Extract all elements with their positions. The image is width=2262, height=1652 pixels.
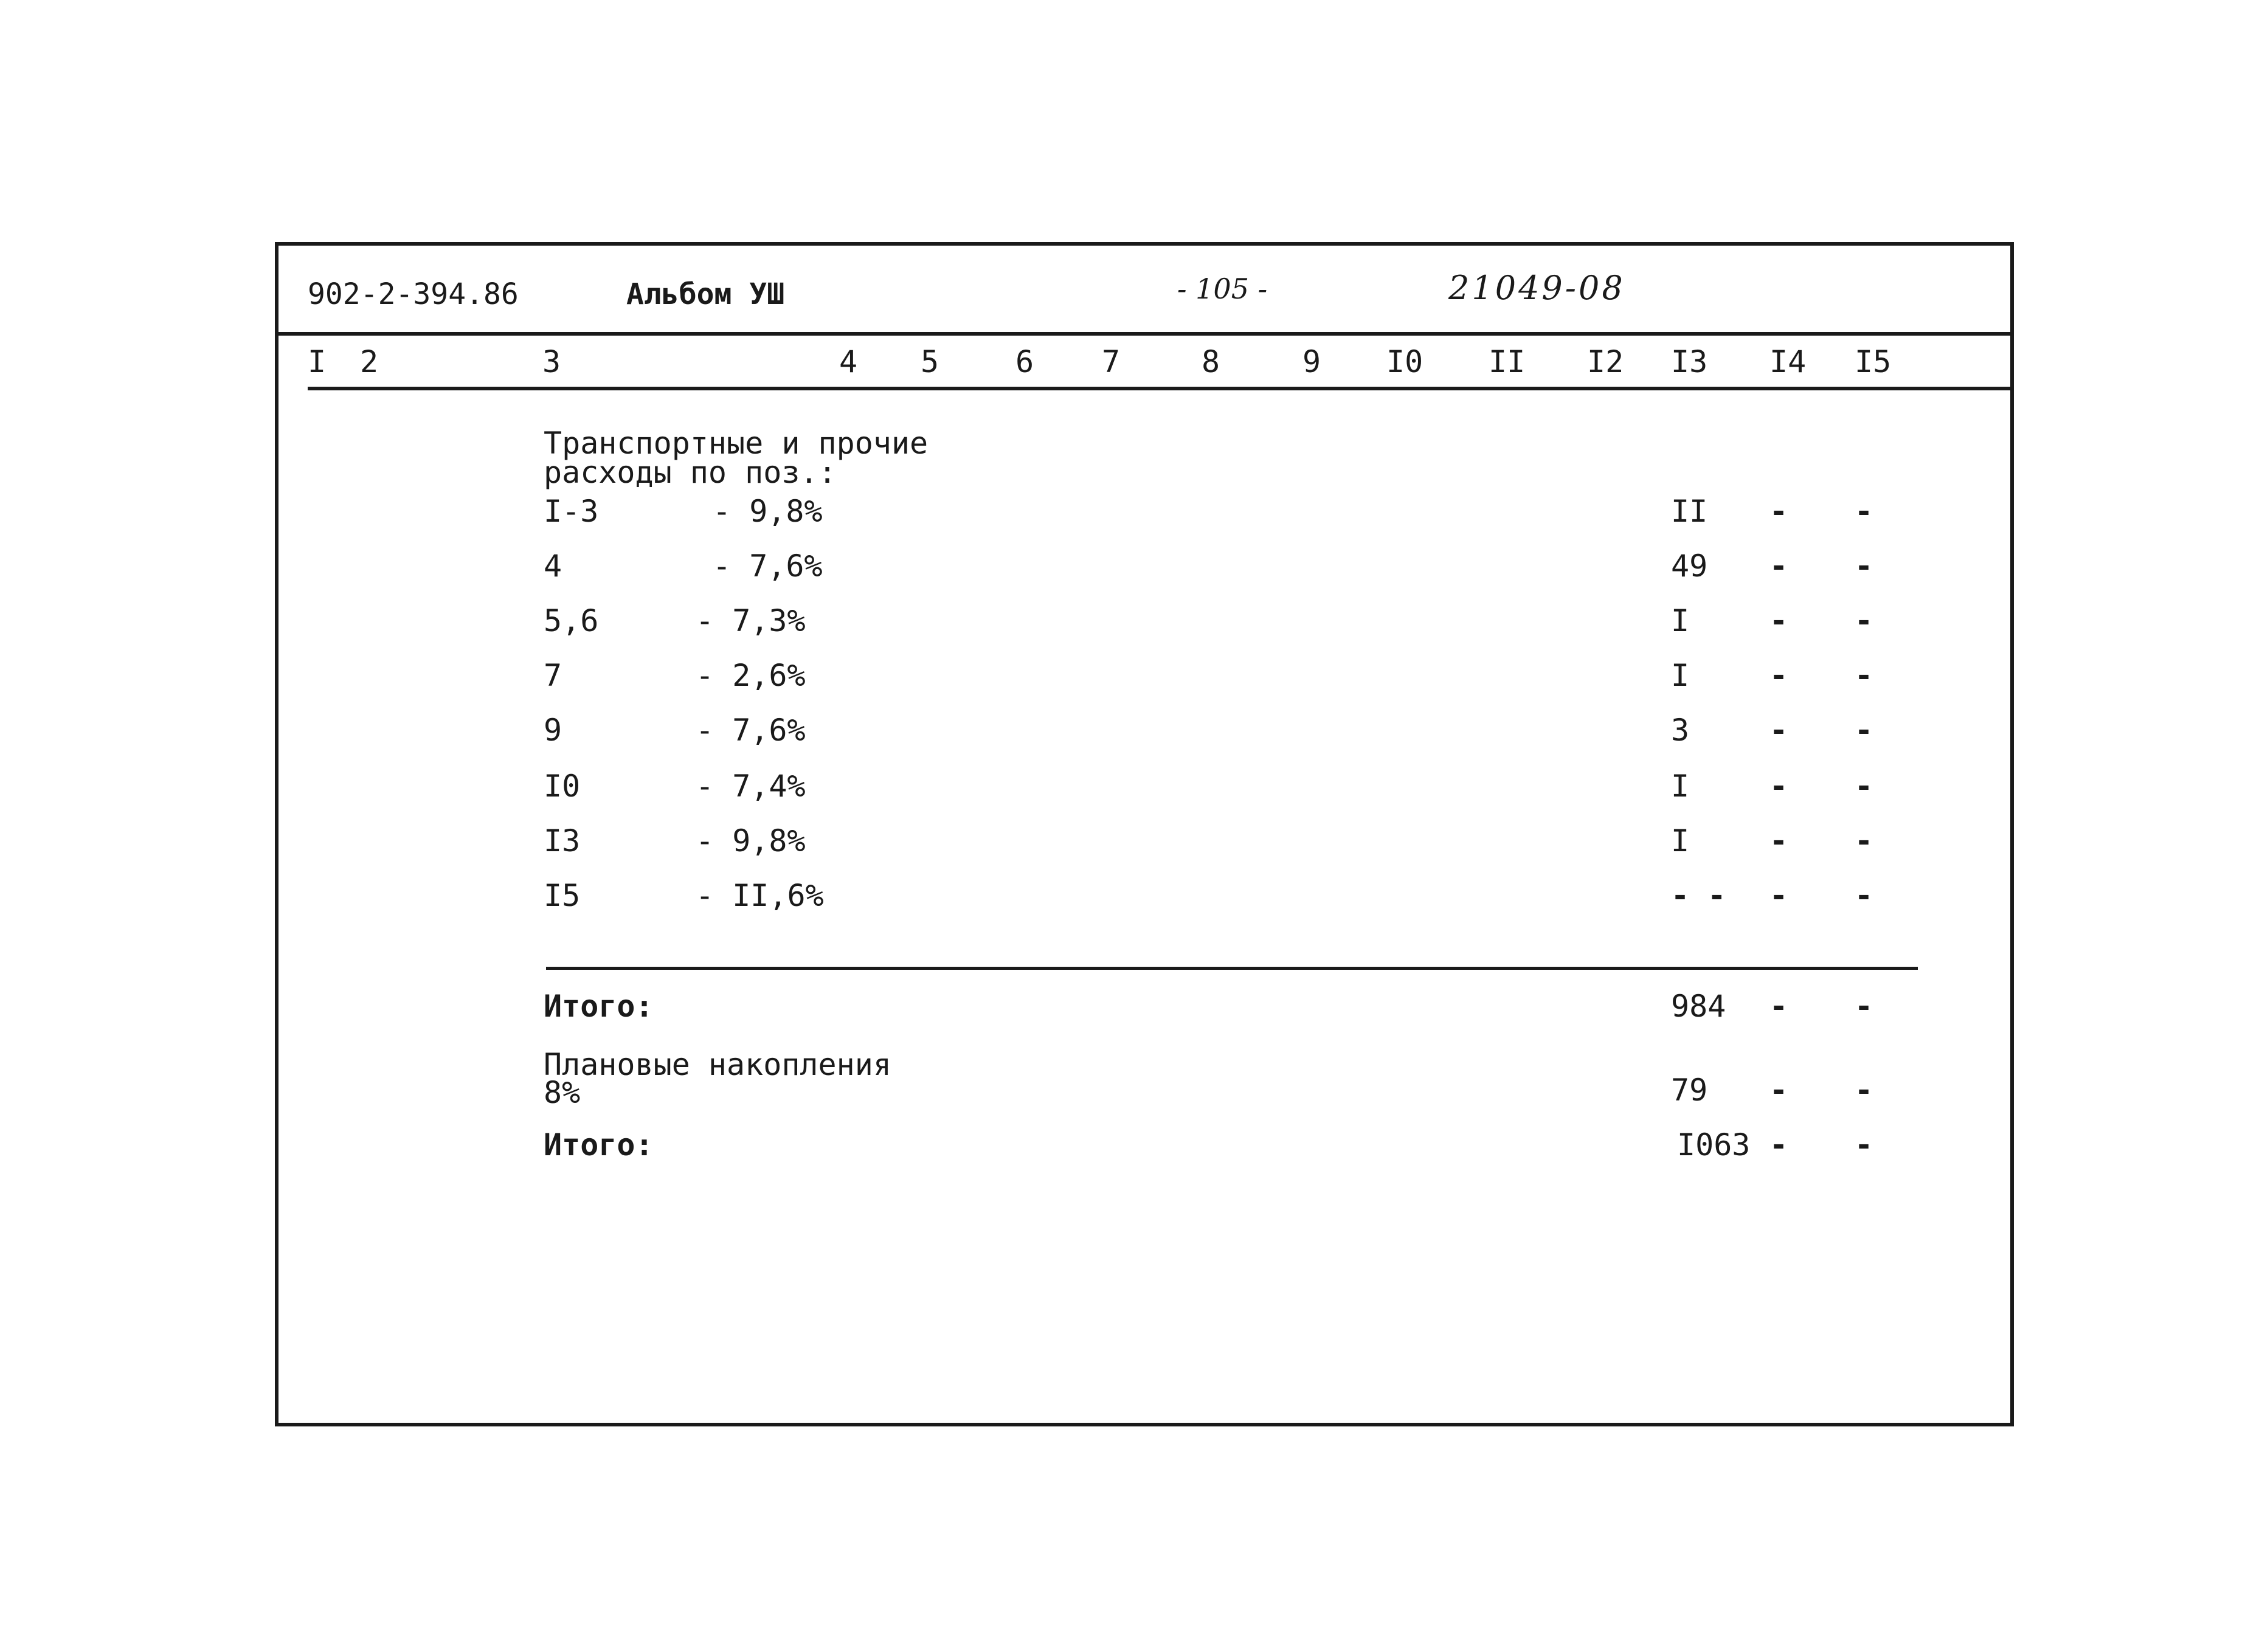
row-c14: - <box>1769 769 1788 804</box>
grand-total-c14: - <box>1769 1127 1788 1163</box>
grand-total-c15: - <box>1855 1127 1873 1163</box>
document-sheet <box>275 242 2014 1426</box>
row-position: 4 <box>544 548 562 584</box>
row-c14: - <box>1769 658 1788 693</box>
row-c14: - <box>1769 713 1788 748</box>
column-number: I2 <box>1587 344 1624 379</box>
row-position: 7 <box>544 658 562 693</box>
row-position: I0 <box>544 769 581 804</box>
page-number: - 105 - <box>1177 272 1268 305</box>
row-c14: - <box>1769 548 1788 584</box>
row-position: I3 <box>544 823 581 859</box>
row-c15: - <box>1855 658 1873 693</box>
row-c13: - - <box>1671 878 1726 913</box>
column-number: 6 <box>1015 344 1034 379</box>
total-c14: - <box>1769 989 1788 1024</box>
column-number: II <box>1489 344 1526 379</box>
row-percent: - 9,8% <box>713 494 823 529</box>
column-number: 3 <box>542 344 561 379</box>
inventory-number: 21049-08 <box>1448 269 1625 307</box>
section-title: Транспортные и прочие <box>544 426 929 461</box>
row-percent: - 9,8% <box>696 823 806 859</box>
column-number: 2 <box>360 344 379 379</box>
album-label: Альбом УШ <box>626 277 785 311</box>
row-c13: 49 <box>1671 548 1708 584</box>
row-c15: - <box>1855 823 1873 859</box>
row-c15: - <box>1855 769 1873 804</box>
row-c13: I <box>1671 823 1690 859</box>
row-c13: 3 <box>1671 713 1690 748</box>
row-c13: I <box>1671 603 1690 638</box>
row-c15: - <box>1855 878 1873 913</box>
row-c13: I <box>1671 769 1690 804</box>
doc-code: 902-2-394.86 <box>308 277 519 311</box>
row-position: I5 <box>544 878 581 913</box>
row-c14: - <box>1769 494 1788 529</box>
row-position: 9 <box>544 713 562 748</box>
row-percent: - 7,4% <box>696 769 806 804</box>
row-percent: - 7,3% <box>696 603 806 638</box>
column-number: 4 <box>839 344 858 379</box>
row-c13: I <box>1671 658 1690 693</box>
total-label: Итого: <box>544 989 654 1024</box>
planned-savings-label: Плановые накопления <box>544 1047 891 1082</box>
row-percent: - 7,6% <box>713 548 823 584</box>
row-c14: - <box>1769 603 1788 638</box>
planned-savings-c15: - <box>1855 1073 1873 1108</box>
planned-savings-c14: - <box>1769 1073 1788 1108</box>
column-number: 8 <box>1202 344 1220 379</box>
grand-total-label: Итого: <box>544 1127 654 1163</box>
row-c14: - <box>1769 878 1788 913</box>
column-number: I <box>308 344 327 379</box>
column-number: I4 <box>1769 344 1807 379</box>
total-c15: - <box>1855 989 1873 1024</box>
row-c15: - <box>1855 494 1873 529</box>
section-title-cont: расходы по поз.: <box>544 455 837 490</box>
row-position: I-3 <box>544 494 599 529</box>
column-header-rule <box>308 387 2010 390</box>
row-c15: - <box>1855 548 1873 584</box>
column-number: I0 <box>1386 344 1423 379</box>
grand-total-c13: I063 <box>1677 1127 1751 1163</box>
row-c15: - <box>1855 603 1873 638</box>
column-number: I5 <box>1855 344 1892 379</box>
row-position: 5,6 <box>544 603 599 638</box>
total-c13: 984 <box>1671 989 1726 1024</box>
row-percent: - II,6% <box>696 878 824 913</box>
column-number: 7 <box>1102 344 1121 379</box>
header-rule <box>278 332 2010 336</box>
column-number: I3 <box>1671 344 1708 379</box>
row-percent: - 2,6% <box>696 658 806 693</box>
column-number: 9 <box>1302 344 1321 379</box>
row-c15: - <box>1855 713 1873 748</box>
row-c14: - <box>1769 823 1788 859</box>
planned-savings-rate: 8% <box>544 1075 581 1110</box>
totals-separator <box>546 967 1918 970</box>
row-percent: - 7,6% <box>696 713 806 748</box>
planned-savings-c13: 79 <box>1671 1073 1708 1108</box>
column-number: 5 <box>921 344 939 379</box>
row-c13: II <box>1671 494 1708 529</box>
